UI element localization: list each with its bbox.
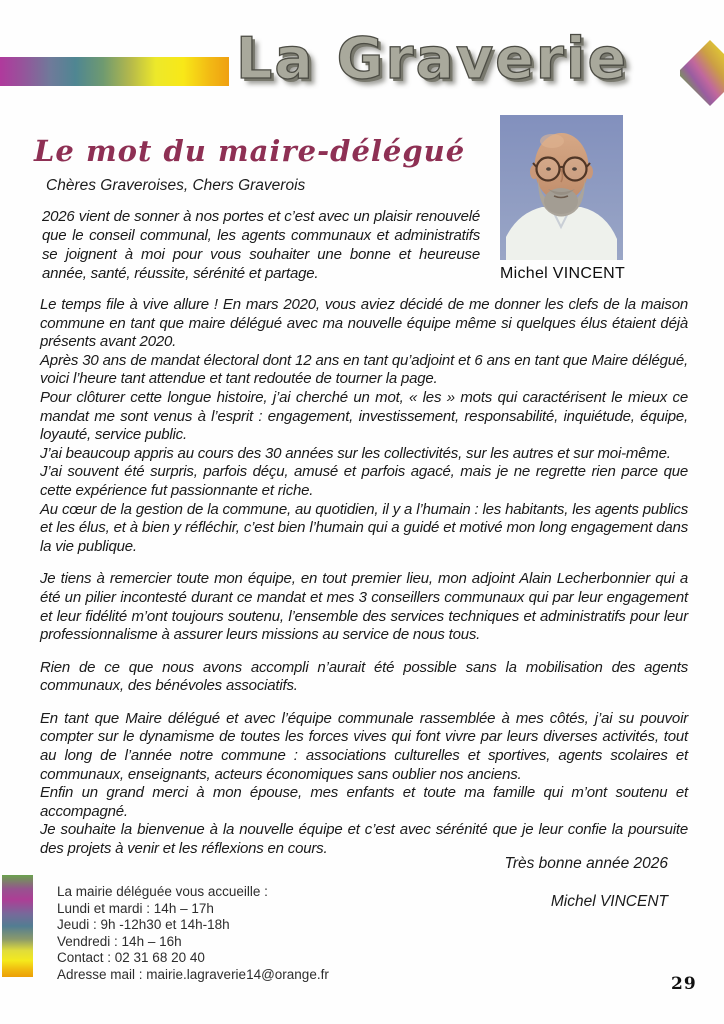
signature-line: Michel VINCENT <box>550 893 668 910</box>
body-paragraph: J’ai souvent été surpris, parfois déçu, amusé et parfois agacé, mais je ne regrette rien parce que cette expérience fut passionnante et riche. <box>40 463 688 499</box>
closing-line: Très bonne année 2026 <box>504 855 668 872</box>
top-gradient-bar <box>0 57 229 86</box>
office-hours-block <box>57 884 329 984</box>
office-hours-line: Jeudi : 9h -12h30 et 14h-18h <box>57 917 230 933</box>
office-hours-line: Lundi et mardi : 14h – 17h <box>57 900 214 916</box>
body-paragraph: Enfin un grand merci à mon épouse, mes enfants et toute ma famille qui m’ont soutenu et accompagné. <box>40 784 688 820</box>
body-paragraph: J’ai beaucoup appris au cours des 30 années sur les collectivités, sur les autres et sur moi-même. <box>40 444 671 462</box>
body-paragraph: Après 30 ans de mandat électoral dont 12 ans en tant qu’adjoint et 6 ans en tant que Maire délégué, voici l’heure tant attendue et tant redoutée de tourner la page. <box>40 351 688 388</box>
body-paragraph: Au cœur de la gestion de la commune, au quotidien, il y a l’humain : les habitants, les agents publics et les élus, et à bien y réfléchir, c’est bien l’humain qui a guidé et motivé mon long engagement dans la vie publique. <box>40 500 688 555</box>
portrait-figure <box>500 115 626 283</box>
corner-diamond-icon <box>680 40 724 106</box>
article-body <box>40 296 688 859</box>
portrait-caption: Michel VINCENT <box>500 265 626 282</box>
body-paragraph: Je tiens à remercier toute mon équipe, en tout premier lieu, mon adjoint Alain Lecherbonnier qui a été un pilier incontesté durant ce mandat et mes 3 conseillers communaux qui par leur engagement et leur fidélité m’ont toujours soutenu, l’ensemble des services techniques et administratifs pour leur professionnalisme à assurer leurs missions au service de nous tous. <box>40 570 688 644</box>
body-paragraph: Rien de ce que nous avons accompli n’aurait été possible sans la mobilisation des agents communaux, des bénévoles associatifs. <box>40 658 688 695</box>
body-paragraph: Le temps file à vive allure ! En mars 2020, vous aviez décidé de me donner les clefs de la maison commune en tant que maire délégué avec ma nouvelle équipe même si quelques élus étaient déjà présents avant 2020. <box>40 296 688 351</box>
office-hours-line: Vendredi : 14h – 16h <box>57 933 182 949</box>
page-number: 29 <box>671 974 697 994</box>
body-paragraph: En tant que Maire délégué et avec l’équipe communale rassemblée à mes côtés, j’ai su pouvoir compter sur le dynamisme de toutes les forces vives qui font vivre par leurs diverses activités, tout au long de l’année notre commune : associations culturelles et sportives, agents scolaires et communaux, enseignants, acteurs économiques sans oublier nos anciens. <box>40 709 688 783</box>
body-paragraph: Je souhaite la bienvenue à la nouvelle équipe et c’est avec sérénité que je leur confie la poursuite des projets à venir et les réflexions en cours. <box>40 821 688 858</box>
body-paragraph: Pour clôturer cette longue histoire, j’ai cherché un mot, « les » mots qui caractérisent le mieux ce mandat me sont venus à l’esprit : engagement, investissement, responsabilité, inquiétude, équipe, loyauté, service public. <box>40 388 688 444</box>
bottom-gradient-bar <box>2 875 33 977</box>
greeting-line: Chères Graveroises, Chers Graverois <box>46 177 306 194</box>
intro-paragraph: 2026 vient de sonner à nos portes et c’est avec un plaisir renouvelé que le conseil communal, les agents communaux et administratifs se joignent à moi pour vous souhaiter une bonne et heureuse année, santé, réussite, sérénité et partage. <box>42 208 480 282</box>
office-hours-line: Contact : 02 31 68 20 40 <box>57 950 205 966</box>
article-heading: Le mot du maire-délégué <box>34 134 466 168</box>
office-hours-line: La mairie déléguée vous accueille : <box>57 884 268 899</box>
office-hours-line: Adresse mail : mairie.lagraverie14@orange.fr <box>57 966 329 982</box>
masthead-title: La Graverie <box>236 26 629 92</box>
portrait-photo <box>500 115 623 260</box>
